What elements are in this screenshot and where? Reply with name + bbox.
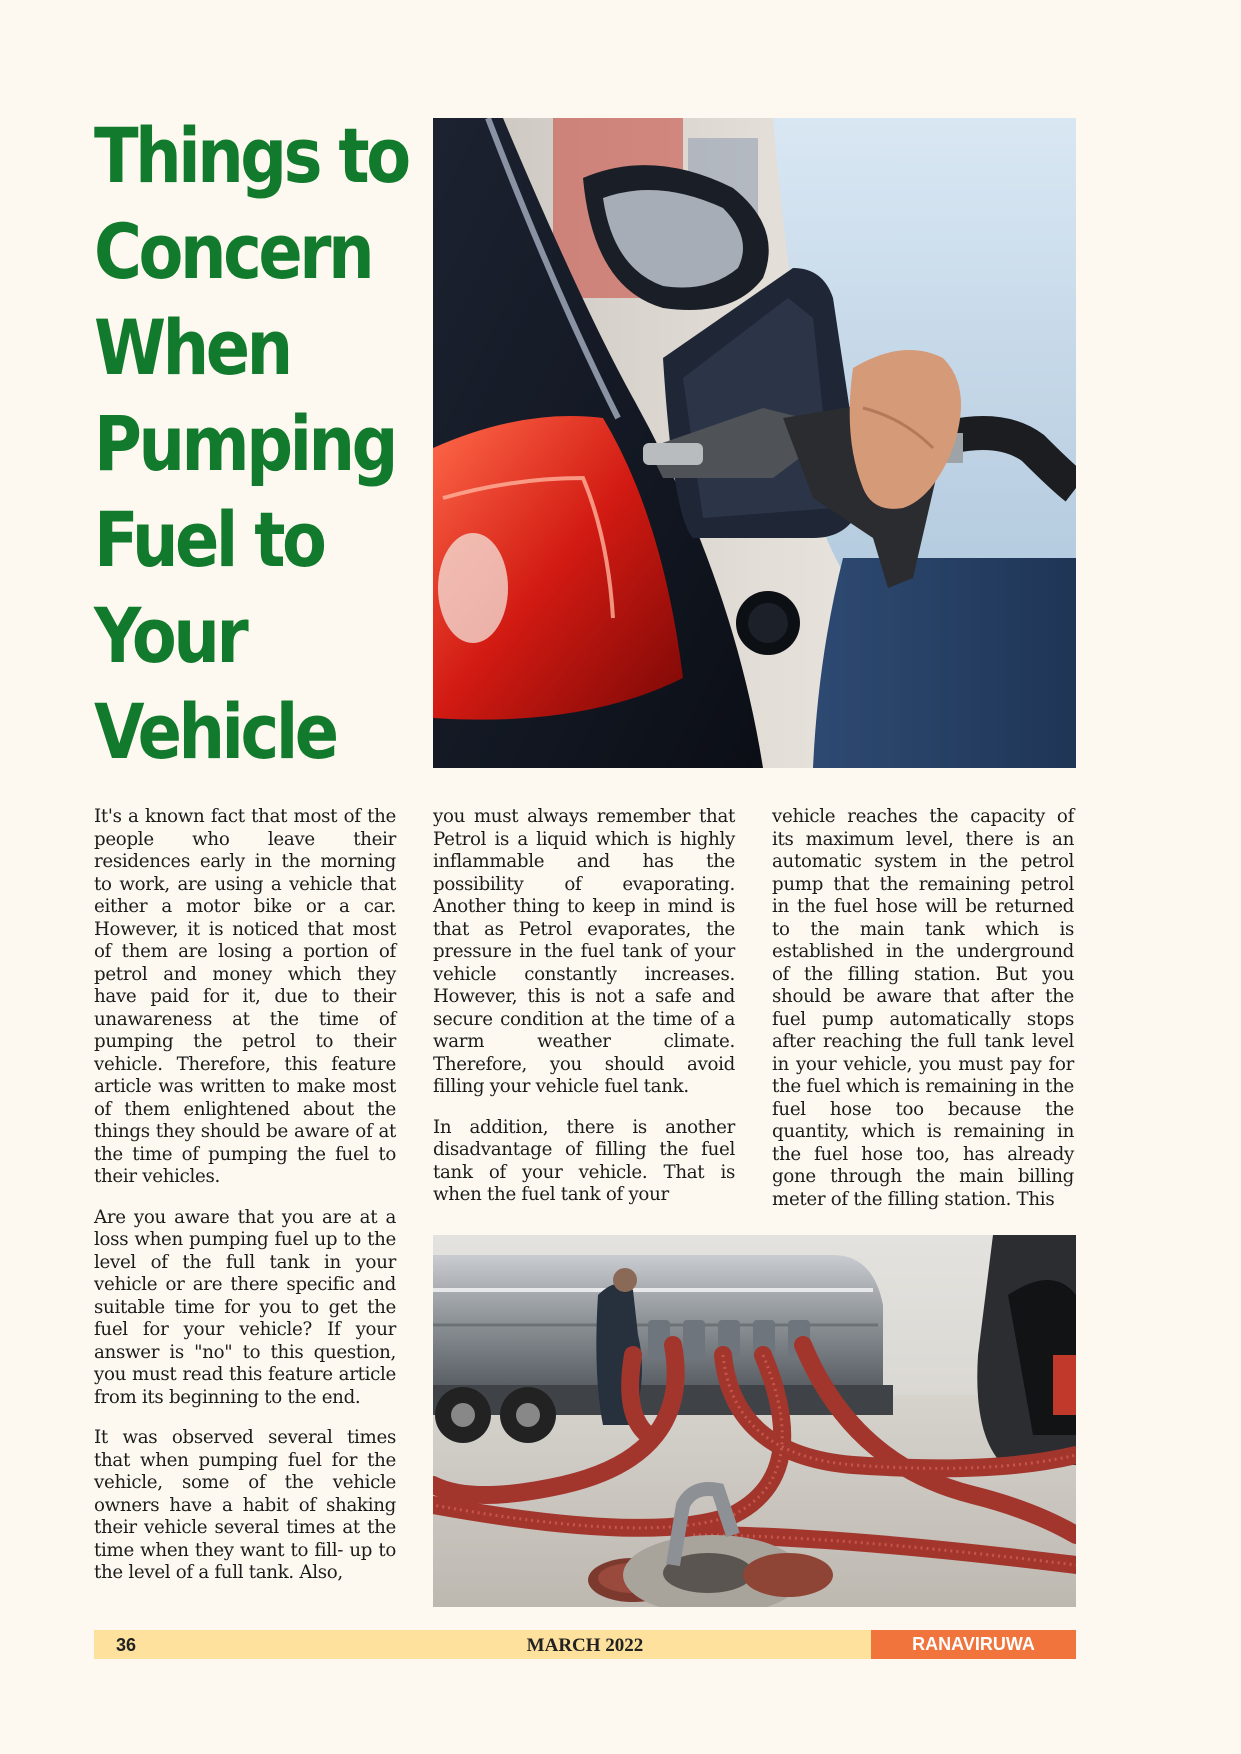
title-line: Your bbox=[94, 591, 246, 680]
article-paragraph: Are you aware that you are at a loss when pumping fuel up to the level of the full tank in your vehicle or are there specific and suitable time for you to get the fuel for your vehicle? If your answer is "no" to this question, you must read this feature article from its beginning to the end. bbox=[94, 1206, 396, 1408]
article-column-3 bbox=[772, 806, 1074, 1229]
article-paragraph: vehicle reaches the capacity of its maximum level, there is an automatic system in the petrol pump that the remaining petrol in the fuel hose will be returned to the main tank which is established in the underground of the filling station. But you should be aware that after the fuel pump automatically stops after reaching the full tank level in your vehicle, you must pay for the fuel which is remaining in the fuel hose too because the quantity, which is remaining in the fuel hose too, has already gone through the main billing meter of the filling station. This bbox=[772, 806, 1074, 1210]
page-number: 36 bbox=[116, 1635, 137, 1655]
article-paragraph: It was observed several times that when pumping fuel for the vehicle, some of the vehicle owners have a habit of shaking their vehicle several times at the time when they want to fill- up to the level of a full tank. Also, bbox=[94, 1427, 396, 1583]
title-line: Concern bbox=[94, 207, 372, 296]
fuel-tanker-photo bbox=[433, 1235, 1076, 1607]
title-line: Vehicle bbox=[94, 687, 336, 776]
fuel-nozzle-photo bbox=[433, 118, 1076, 768]
title-line: Pumping bbox=[94, 399, 395, 488]
article-paragraph: In addition, there is another disadvantage of filling the fuel tank of your vehicle. That is when the fuel tank of your bbox=[433, 1116, 735, 1205]
magazine-brand: RANAVIRUWA bbox=[871, 1630, 1076, 1659]
article-column-1 bbox=[94, 806, 396, 1603]
article-paragraph: It's a known fact that most of the people who leave their residences early in the morning to work, are using a vehicle that either a motor bike or a car. However, it is noticed that most of them are losing a portion of petrol and money which they have paid for it, due to their unawareness at the time of pumping the petrol to their vehicle. Therefore, this feature article was written to make most of them enlightened about the things they should be aware of at the time of pumping the fuel to their vehicles. bbox=[94, 806, 396, 1187]
article-paragraph: you must always remember that Petrol is a liquid which is highly inflammable and has the possibility of evaporating. Another thing to keep in mind is that as Petrol evaporates, the pressure in the fuel tank of your vehicle constantly increases. However, this is not a safe and secure condition at the time of a warm weather climate. Therefore, you should avoid filling your vehicle fuel tank. bbox=[433, 806, 735, 1097]
issue-date: MARCH 2022 bbox=[526, 1635, 644, 1656]
title-line: Things to bbox=[94, 111, 408, 200]
article-title bbox=[94, 108, 408, 780]
title-line: When bbox=[94, 303, 290, 392]
article-column-2 bbox=[433, 806, 735, 1225]
title-line: Fuel to bbox=[94, 495, 324, 584]
page-footer bbox=[94, 1630, 1076, 1659]
